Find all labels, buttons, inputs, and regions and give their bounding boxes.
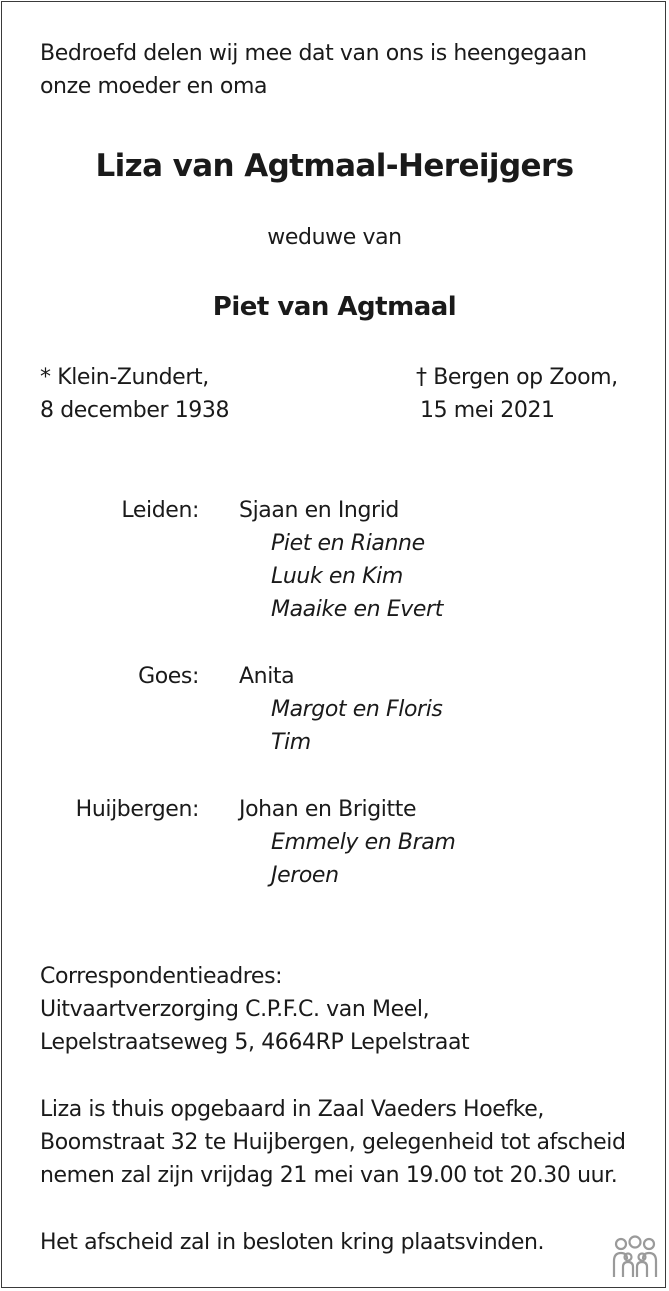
birth-date: 8 december 1938 <box>40 398 230 423</box>
deceased-name: Liza van Agtmaal-Hereijgers <box>95 148 574 184</box>
widow-of-text: weduwe van <box>267 225 402 250</box>
viewing-line-2: Boomstraat 32 te Huijbergen, gelegenheid tot afscheid <box>40 1130 626 1155</box>
family-child: Johan en Brigitte <box>239 797 417 822</box>
family-grandchild: Emmely en Bram <box>271 830 456 855</box>
correspondence-label: Correspondentieadres: <box>40 964 283 989</box>
family-people-icon <box>610 1235 660 1281</box>
death-date: 15 mei 2021 <box>420 398 555 423</box>
family-grandchild: Tim <box>271 730 311 755</box>
family-grandchild: Piet en Rianne <box>271 531 425 556</box>
family-grandchild: Maaike en Evert <box>271 597 443 622</box>
correspondence-line-1: Uitvaartverzorging C.P.F.C. van Meel, <box>40 997 430 1022</box>
family-child: Sjaan en Ingrid <box>239 498 399 523</box>
viewing-line-3: nemen zal zijn vrijdag 21 mei van 19.00 tot 20.30 uur. <box>40 1163 618 1188</box>
intro-line-1: Bedroefd delen wij mee dat van ons is heengegaan <box>40 41 587 66</box>
closing-text: Het afscheid zal in besloten kring plaatsvinden. <box>40 1230 545 1255</box>
death-place: † Bergen op Zoom, <box>416 365 618 390</box>
family-grandchild: Luuk en Kim <box>271 564 403 589</box>
family-place: Leiden: <box>121 498 199 523</box>
intro-line-2: onze moeder en oma <box>40 74 268 99</box>
birth-place: * Klein-Zundert, <box>40 365 209 390</box>
family-grandchild: Jeroen <box>271 863 339 888</box>
family-grandchild: Margot en Floris <box>271 697 443 722</box>
correspondence-line-2: Lepelstraatseweg 5, 4664RP Lepelstraat <box>40 1030 470 1055</box>
spouse-name: Piet van Agtmaal <box>212 292 457 322</box>
family-place: Goes: <box>138 664 199 689</box>
obituary-frame <box>1 1 666 1288</box>
viewing-line-1: Liza is thuis opgebaard in Zaal Vaeders Hoefke, <box>40 1097 545 1122</box>
family-child: Anita <box>239 664 295 689</box>
family-place: Huijbergen: <box>75 797 199 822</box>
